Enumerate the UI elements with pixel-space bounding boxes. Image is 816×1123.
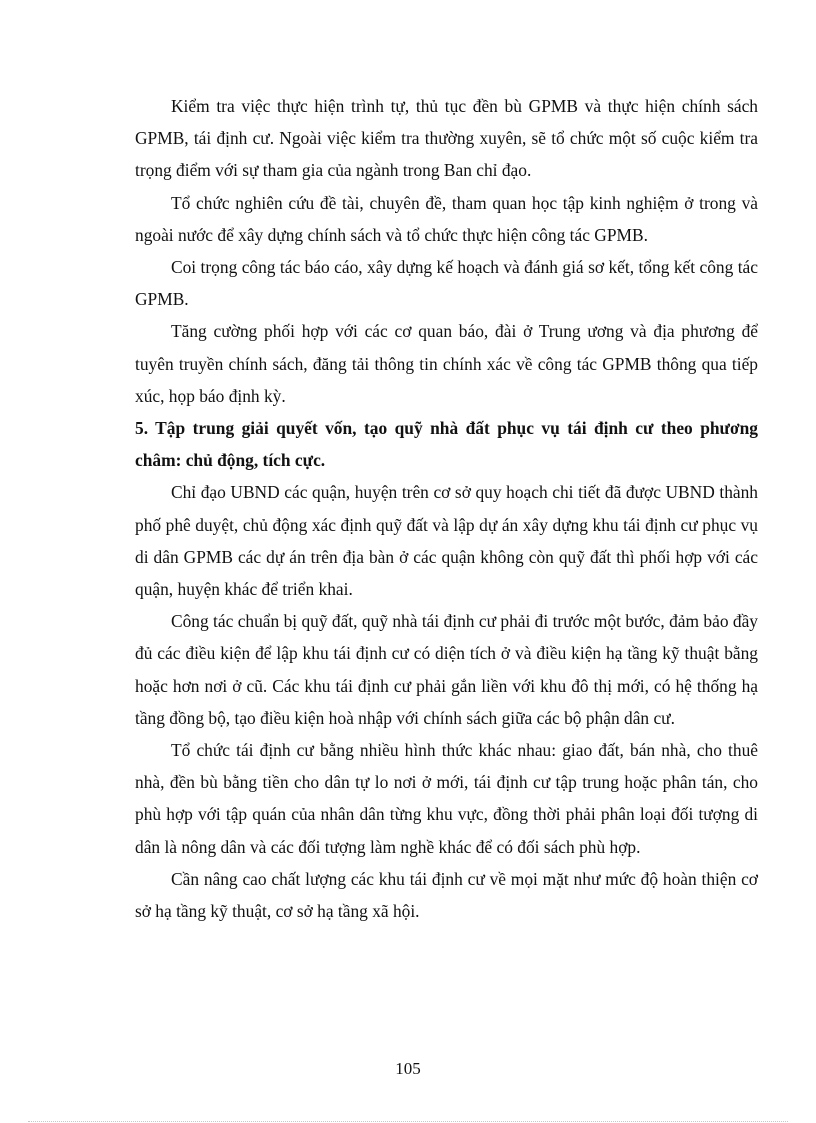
paragraph-inspection: Kiểm tra việc thực hiện trình tự, thủ tục đền bù GPMB và thực hiện chính sách GPMB, tái định cư. Ngoài việc kiểm tra thường xuyên, sẽ tổ chức một số cuộc kiểm tra trọng điểm với sự tham gia của ngành trong Ban chỉ đạo. xyxy=(135,96,758,181)
page-number: 105 xyxy=(395,1059,421,1078)
paragraph-resettlement-forms: Tổ chức tái định cư bằng nhiều hình thức khác nhau: giao đất, bán nhà, cho thuê nhà, đền bù bằng tiền cho dân tự lo nơi ở mới, tái định cư tập trung hoặc phân tán, cho phù hợp với tập quán của nhân dân từng khu vực, đồng thời phải phân loại đối tượng di dân là nông dân và các đối tượng làm nghề khác để có đối sách phù hợp. xyxy=(135,740,758,857)
paragraph-media-coordination: Tăng cường phối hợp với các cơ quan báo, đài ở Trung ương và địa phương để tuyên truyền chính sách, đăng tải thông tin chính xác về công tác GPMB thông qua tiếp xúc, họp báo định kỳ. xyxy=(135,321,758,406)
section-heading: 5. Tập trung giải quyết vốn, tạo quỹ nhà đất phục vụ tái định cư theo phương châm: chủ động, tích cực. xyxy=(135,418,758,471)
paragraph-land-preparation: Công tác chuẩn bị quỹ đất, quỹ nhà tái định cư phải đi trước một bước, đảm bảo đầy đủ các điều kiện để lập khu tái định cư có diện tích ở và điều kiện hạ tầng kỹ thuật bằng hoặc hơn nơi ở cũ. Các khu tái định cư phải gắn liền với khu đô thị mới, có hệ thống hạ tầng đồng bộ, tạo điều kiện hoà nhập với chính sách giữa các bộ phận dân cư. xyxy=(135,611,758,728)
page-content xyxy=(135,90,758,927)
paragraph-quality-improvement: Cần nâng cao chất lượng các khu tái định cư về mọi mặt như mức độ hoàn thiện cơ sở hạ tầng kỹ thuật, cơ sở hạ tầng xã hội. xyxy=(135,868,758,922)
paragraph-research: Tổ chức nghiên cứu đề tài, chuyên đề, tham quan học tập kinh nghiệm ở trong và ngoài nước để xây dựng chính sách và tổ chức thực hiện công tác GPMB. xyxy=(135,192,758,245)
page-bottom-rule xyxy=(28,1121,788,1122)
paragraph-reporting: Coi trọng công tác báo cáo, xây dựng kế hoạch và đánh giá sơ kết, tổng kết công tác GPMB. xyxy=(135,257,758,310)
paragraph-district-direction: Chỉ đạo UBND các quận, huyện trên cơ sở quy hoạch chi tiết đã được UBND thành phố phê duyệt, chủ động xác định quỹ đất và lập dự án xây dựng khu tái định cư phục vụ di dân GPMB các dự án trên địa bàn ở các quận không còn quỹ đất thì phối hợp với các quận, huyện khác để triển khai. xyxy=(135,482,758,600)
